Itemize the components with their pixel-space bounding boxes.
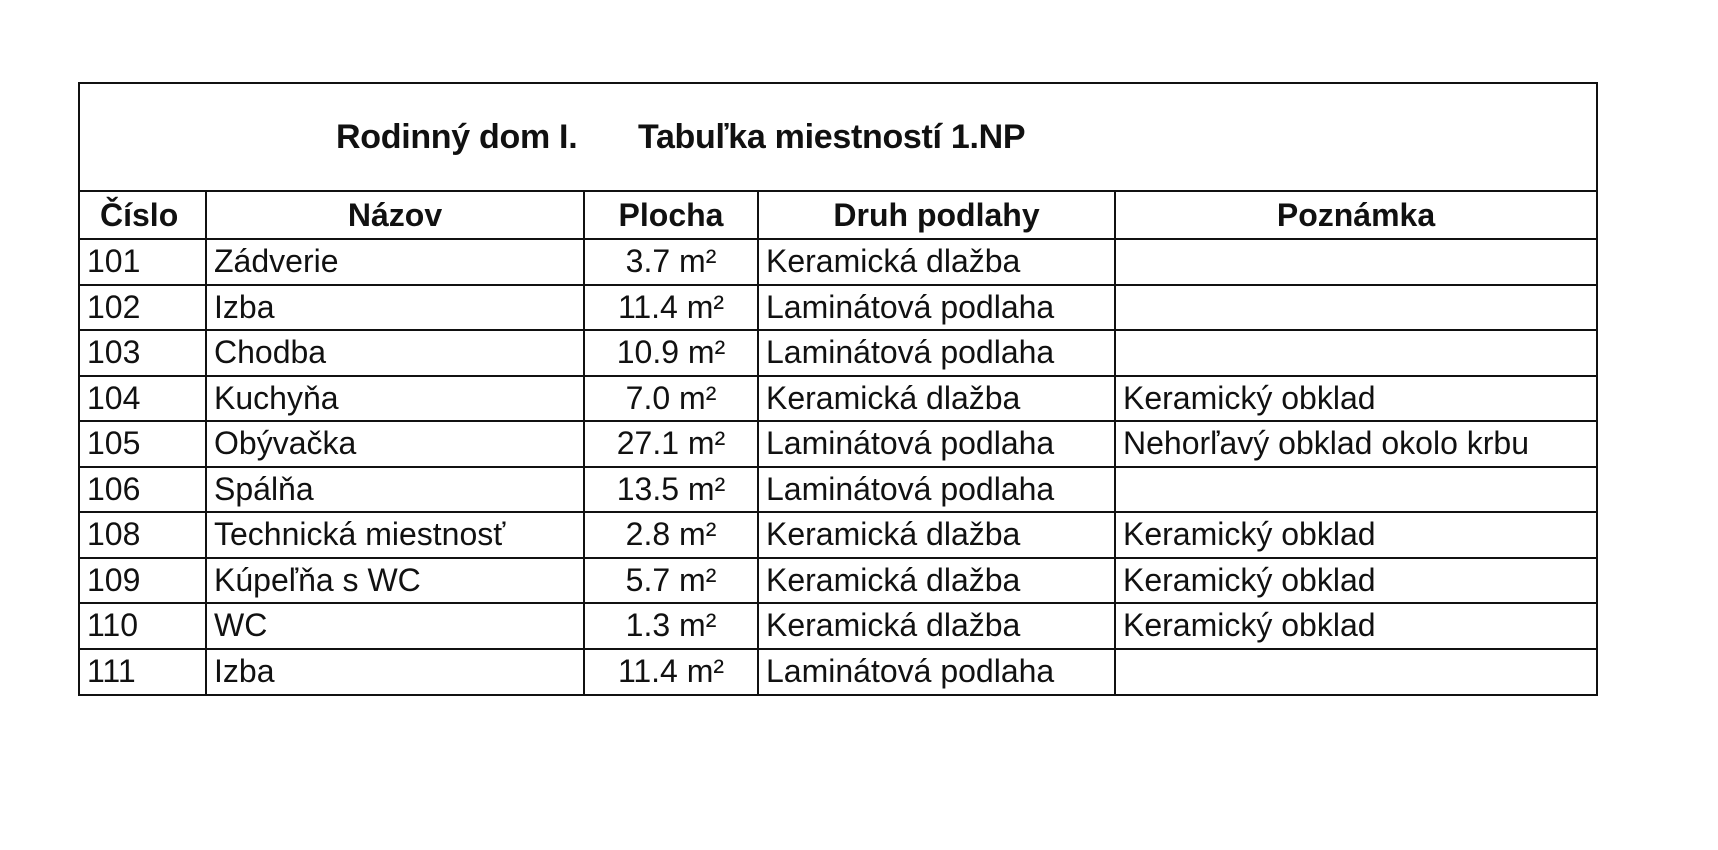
- flooring-type-cell: Keramická dlažba: [758, 603, 1115, 649]
- room-area-cell: 5.7 m²: [584, 558, 758, 604]
- column-header-name: Názov: [206, 192, 584, 239]
- room-number-cell: 104: [80, 376, 206, 422]
- room-name-cell: Technická miestnosť: [206, 512, 584, 558]
- column-header-area: Plocha: [584, 192, 758, 239]
- room-number-cell: 109: [80, 558, 206, 604]
- table-row: [80, 421, 1596, 467]
- flooring-type-cell: Laminátová podlaha: [758, 649, 1115, 695]
- flooring-type-cell: Laminátová podlaha: [758, 421, 1115, 467]
- table-row: [80, 376, 1596, 422]
- flooring-type-cell: Keramická dlažba: [758, 558, 1115, 604]
- room-note-cell: [1115, 239, 1596, 285]
- table-row: [80, 285, 1596, 331]
- document-title: Rodinný dom I.: [336, 118, 578, 156]
- table-row: [80, 512, 1596, 558]
- room-area-cell: 27.1 m²: [584, 421, 758, 467]
- table-row: [80, 239, 1596, 285]
- room-note-cell: [1115, 330, 1596, 376]
- rooms-table: [80, 192, 1596, 694]
- flooring-type-cell: Laminátová podlaha: [758, 285, 1115, 331]
- flooring-type-cell: Laminátová podlaha: [758, 330, 1115, 376]
- room-number-cell: 111: [80, 649, 206, 695]
- room-note-cell: Nehorľavý obklad okolo krbu: [1115, 421, 1596, 467]
- room-area-cell: 1.3 m²: [584, 603, 758, 649]
- room-area-cell: 7.0 m²: [584, 376, 758, 422]
- table-row: [80, 330, 1596, 376]
- room-note-cell: [1115, 467, 1596, 513]
- room-name-cell: Spálňa: [206, 467, 584, 513]
- flooring-type-cell: Keramická dlažba: [758, 376, 1115, 422]
- table-row: [80, 603, 1596, 649]
- room-name-cell: Izba: [206, 285, 584, 331]
- room-name-cell: Kuchyňa: [206, 376, 584, 422]
- column-header-number: Číslo: [80, 192, 206, 239]
- flooring-type-cell: Keramická dlažba: [758, 512, 1115, 558]
- room-note-cell: [1115, 649, 1596, 695]
- table-row: [80, 467, 1596, 513]
- room-table-sheet: [78, 82, 1598, 696]
- room-number-cell: 101: [80, 239, 206, 285]
- room-number-cell: 103: [80, 330, 206, 376]
- table-title: Tabuľka miestností 1.NP: [638, 118, 1026, 156]
- room-area-cell: 3.7 m²: [584, 239, 758, 285]
- room-note-cell: Keramický obklad: [1115, 603, 1596, 649]
- flooring-type-cell: Laminátová podlaha: [758, 467, 1115, 513]
- room-area-cell: 2.8 m²: [584, 512, 758, 558]
- table-row: [80, 649, 1596, 695]
- room-name-cell: WC: [206, 603, 584, 649]
- room-name-cell: Kúpeľňa s WC: [206, 558, 584, 604]
- room-name-cell: Zádverie: [206, 239, 584, 285]
- room-note-cell: Keramický obklad: [1115, 376, 1596, 422]
- room-number-cell: 106: [80, 467, 206, 513]
- room-number-cell: 105: [80, 421, 206, 467]
- room-note-cell: Keramický obklad: [1115, 558, 1596, 604]
- column-header-note: Poznámka: [1115, 192, 1596, 239]
- room-number-cell: 110: [80, 603, 206, 649]
- room-area-cell: 10.9 m²: [584, 330, 758, 376]
- flooring-type-cell: Keramická dlažba: [758, 239, 1115, 285]
- room-note-cell: Keramický obklad: [1115, 512, 1596, 558]
- room-area-cell: 13.5 m²: [584, 467, 758, 513]
- room-number-cell: 108: [80, 512, 206, 558]
- column-header-flooring: Druh podlahy: [758, 192, 1115, 239]
- room-number-cell: 102: [80, 285, 206, 331]
- room-area-cell: 11.4 m²: [584, 285, 758, 331]
- room-area-cell: 11.4 m²: [584, 649, 758, 695]
- table-row: [80, 558, 1596, 604]
- room-name-cell: Chodba: [206, 330, 584, 376]
- room-name-cell: Izba: [206, 649, 584, 695]
- title-row: [80, 84, 1596, 192]
- header-row: [80, 192, 1596, 239]
- room-note-cell: [1115, 285, 1596, 331]
- room-name-cell: Obývačka: [206, 421, 584, 467]
